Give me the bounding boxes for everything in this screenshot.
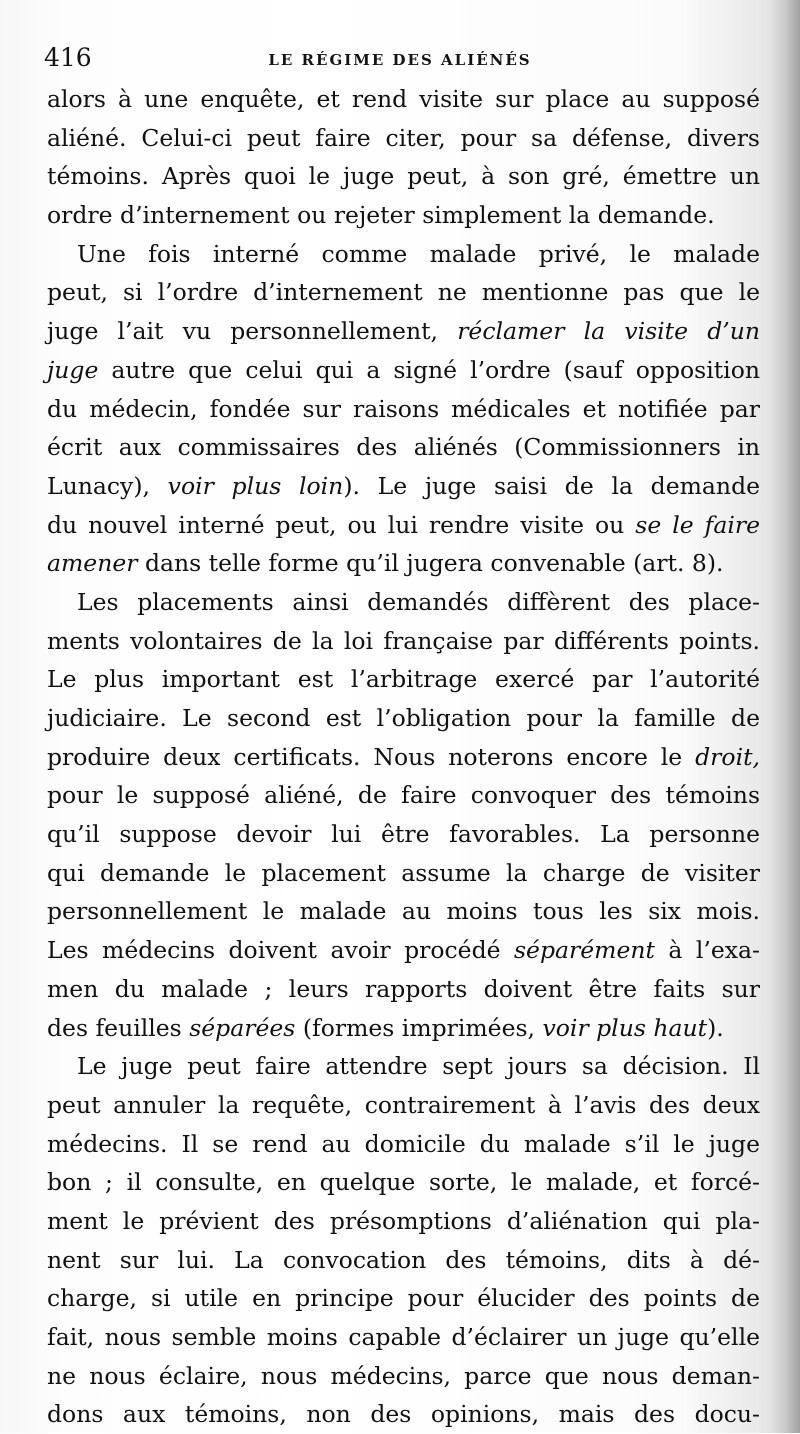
text-line [47,854,760,893]
text-segment: Les placements ainsi demandés diffèrent des place- [77,587,760,616]
italic-text: se le faire [635,510,760,539]
text-segment: dans telle forme qu’il jugera convenable (art. 8). [137,549,724,578]
text-segment: des feuilles [47,1013,190,1042]
text-segment: peut annuler la requête, contrairement à l’avis des deux [47,1090,760,1119]
text-segment: ). [707,1013,724,1042]
text-segment: qu’il suppose devoir lui être favorables. La personne [47,820,760,849]
text-line [47,1009,760,1048]
text-line [47,1241,760,1280]
text-segment: pour le supposé aliéné, de faire convoquer des témoins [47,781,760,810]
text-line [47,196,760,235]
text-line [47,622,760,661]
text-segment: peut, si l’ordre d’internement ne mentionne pas que le [47,278,760,307]
text-line [47,699,760,738]
text-line [47,1279,760,1318]
text-line [47,1047,760,1086]
italic-text: réclamer la visite d’un [457,317,760,346]
text-segment: à l’exa- [654,936,760,965]
text-segment: Les médecins doivent avoir procédé [47,936,514,965]
text-segment: témoins. Après quoi le juge peut, à son gré, émettre un [47,162,760,191]
text-line [47,1086,760,1125]
text-segment: Une fois interné comme malade privé, le malade [77,239,760,268]
text-line [47,273,760,312]
text-line [47,970,760,1009]
text-line [47,776,760,815]
text-segment: produire deux certificats. Nous noterons encore le [47,742,696,771]
text-segment: Lunacy), [47,471,168,500]
italic-text: voir plus haut [542,1013,708,1042]
text-line [47,428,760,467]
text-line [47,80,760,119]
page-number: 416 [44,43,92,72]
text-segment: ). Le juge saisi de la demande [343,471,761,500]
text-segment: fait, nous semble moins capable d’éclairer un juge qu’elle [47,1323,760,1351]
italic-text: séparément [514,936,655,965]
text-line [47,660,760,699]
text-line [47,119,760,158]
italic-text: juge [47,355,99,384]
text-segment: nent sur lui. La convocation des témoins, dits à dé- [47,1245,760,1274]
text-line [47,815,760,854]
text-line [47,583,760,622]
text-line [47,506,760,545]
text-segment: charge, si utile en principe pour élucider des points de [47,1284,760,1313]
text-line [47,351,760,390]
text-line [47,1318,760,1357]
text-segment: qui demande le placement assume la charge de visiter [47,858,760,887]
text-segment: écrit aux commissaires des aliénés (Commissionners in [47,433,760,462]
text-line [47,1163,760,1202]
text-segment: autre que celui qui a signé l’ordre (sauf opposition [98,355,760,384]
text-segment: bon ; il consulte, en quelque sorte, le malade, et forcé- [47,1168,760,1197]
text-line [47,390,760,429]
text-segment: du nouvel interné peut, ou lui rendre visite ou [47,510,636,539]
text-line [47,1357,760,1396]
text-segment: juge l’ait vu personnellement, [47,317,458,346]
text-line [47,892,760,931]
text-line [47,738,760,777]
text-line [47,544,760,583]
text-segment: (formes imprimées, [295,1013,543,1042]
text-line [47,931,760,970]
text-line [47,312,760,351]
text-segment: dons aux témoins, non des opinions, mais des docu- [47,1400,760,1429]
italic-text: amener [47,549,138,578]
text-segment: personnellement le malade au moins tous les six mois. [47,897,760,926]
text-segment: aliéné. Celui-ci peut faire citer, pour sa défense, divers [47,123,760,152]
body-text [47,80,760,1434]
text-line [47,1125,760,1164]
text-segment: ordre d’internement ou rejeter simplement la demande. [47,201,715,230]
text-line [47,157,760,196]
text-line [47,1202,760,1241]
text-segment: Le juge peut faire attendre sept jours sa décision. Il [77,1052,760,1081]
page-header [44,40,756,80]
text-segment: du médecin, fondée sur raisons médicales et notifiée par [47,394,760,423]
page-edge-shadow [772,0,800,1433]
italic-text: séparées [189,1013,296,1042]
text-segment: ment le prévient des présomptions d’aliénation qui pla- [47,1206,760,1235]
italic-text: voir plus loin [167,471,344,500]
text-segment: médecins. Il se rend au domicile du malade s’il le juge [47,1129,760,1158]
text-segment: men du malade ; leurs rapports doivent être faits sur [47,974,760,1003]
text-line [47,1395,760,1434]
text-line [47,235,760,274]
italic-text: droit, [695,742,760,771]
text-segment: ne nous éclaire, nous médecins, parce que nous deman- [47,1361,760,1390]
running-title: LE RÉGIME DES ALIÉNÉS [268,51,532,69]
text-segment: ments volontaires de la loi française par différents points. [47,626,760,655]
text-line [47,467,760,506]
text-segment: alors à une enquête, et rend visite sur place au supposé [47,85,760,113]
text-segment: judiciaire. Le second est l’obligation pour la famille de [47,704,760,732]
text-segment: Le plus important est l’arbitrage exercé par l’autorité [47,665,760,694]
